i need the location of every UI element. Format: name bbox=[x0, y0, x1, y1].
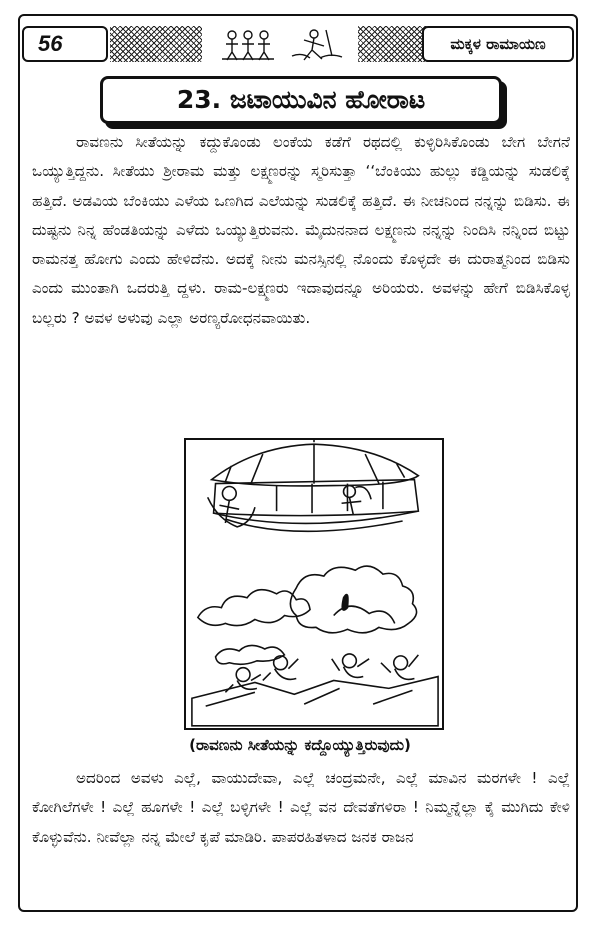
body-text-bottom bbox=[32, 764, 570, 852]
book-title: ಮಕ್ಕಳ ರಾಮಾಯಣ bbox=[422, 26, 574, 62]
page-number: 56 bbox=[22, 26, 108, 62]
page-header bbox=[18, 24, 578, 64]
body-text-top bbox=[32, 128, 570, 333]
illustration-ravana-sita-chariot bbox=[184, 438, 444, 730]
paragraph: ಅದರಿಂದ ಅವಳು ಎಲ್ಲೆ, ವಾಯುದೇವಾ, ಎಲ್ಲೆ ಚಂದ್ರಮನೇ, ಎಲ್ಲೆ ಮಾವಿನ ಮರಗಳೇ ! ಎಲ್ಲೆ ಕೋಗಿಲೆಗಳೇ ! ಎಲ್ಲೆ ಹೂಗಳೇ ! ಎಲ್ಲೆ ಬಳ್ಳಿಗಳೇ ! ಎಲ್ಲೆ ವನ ದೇವತೆಗಳಿರಾ ! ನಿಮ್ಮನ್ನೆಲ್ಲಾ ಕೈ ಮುಗಿದು ಕೇಳಿ ಕೊಳ್ಳುವೆನು. ನೀವೆಲ್ಲಾ ನನ್ನ ಮೇಲೆ ಕೃಪೆ ಮಾಡಿರಿ. ಪಾಪರಹಿತಳಾದ ಜನಕ ರಾಜನ bbox=[32, 769, 570, 846]
illustration-caption: (ರಾವಣನು ಸೀತೆಯನ್ನು ಕದ್ದೊಯ್ಯುತ್ತಿರುವುದು) bbox=[189, 736, 411, 754]
header-vignette-icon bbox=[202, 26, 358, 62]
paragraph: ರಾವಣನು ಸೀತೆಯನ್ನು ಕದ್ದುಕೊಂಡು ಲಂಕೆಯ ಕಡೆಗೆ ರಥದಲ್ಲಿ ಕುಳ್ಳಿರಿಸಿಕೊಂಡು ಬೇಗ ಬೇಗನೆ ಒಯ್ಯುತ್ತಿದ್ದನು. ಸೀತೆಯು ಶ್ರೀರಾಮ ಮತ್ತು ಲಕ್ಷ್ಮಣರನ್ನು ಸ್ಮರಿಸುತ್ತಾ ‘‘ಬೆಂಕಿಯು ಹುಲ್ಲು ಕಡ್ಡಿಯನ್ನು ಸುಡಲಿಕ್ಕೆ ಹತ್ತಿದೆ. ಅಡವಿಯ ಬೆಂಕಿಯು ಎಳೆಯ ಒಣಗಿದ ಎಲೆಯನ್ನು ಸುಡಲಿಕ್ಕೆ ಹತ್ತಿದೆ. ಈ ನೀಚನಿಂದ ನನ್ನನ್ನು ಬಿಡಿಸು. ಈ ದುಷ್ಟನು ನಿನ್ನ ಹೆಂಡತಿಯನ್ನು ಎಳೆದು ಒಯ್ಯುತ್ತಿರುವನು. ಮೈದುನನಾದ ಲಕ್ಷ್ಮಣನು ನನ್ನನ್ನು ನಿಂದಿಸಿ ನನ್ನಿಂದ ಬಿಟ್ಟು ರಾಮನತ್ತ ಹೋಗು ಎಂದು ಹೇಳಿದೆನು. ಅದಕ್ಕೆ ನೀನು ಮನಸ್ಸಿನಲ್ಲಿ ನೊಂದು ಕೊಳ್ಳದೇ ಈ ದುರಾತ್ಮನಿಂದ ಬಿಡಿಸು ಎಂದು ಮುಂತಾಗಿ ಒದರುತ್ತಿ ದ್ದಳು. ರಾಮ-ಲಕ್ಷ್ಮಣರು ಇದಾವುದನ್ನೂ ಅರಿಯರು. ಅವಳನ್ನು ಹೇಗೆ ಬಿಡಿಸಿಕೊಳ್ಳ ಬಲ್ಲರು ? ಅವಳ ಅಳುವು ಎಲ್ಲಾ ಅರಣ್ಯರೋಧನವಾಯಿತು. bbox=[32, 133, 570, 327]
chapter-title: 23. ಜಟಾಯುವಿನ ಹೋರಾಟ bbox=[100, 76, 502, 124]
